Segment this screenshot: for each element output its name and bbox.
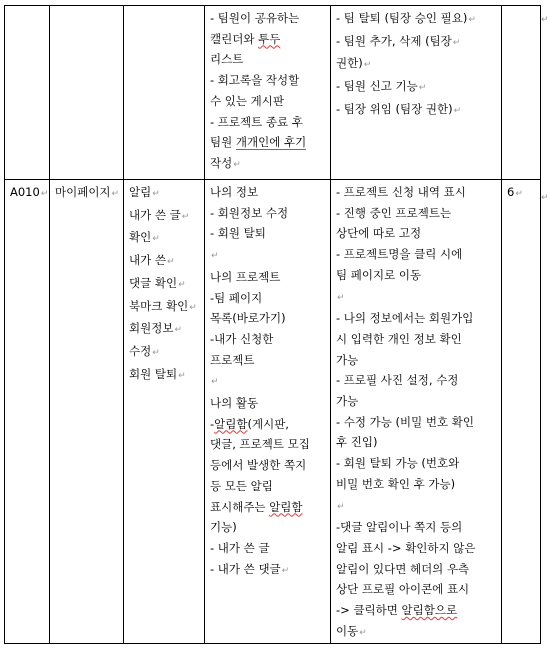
cell-line: 목록(바로가기)	[210, 311, 286, 326]
cell-line: 회원정보↵	[129, 321, 182, 336]
row-end-mark: ↵	[541, 193, 549, 203]
cell-line: 북마크 확인↵	[129, 298, 197, 313]
paragraph-mark: ↵	[211, 377, 219, 388]
paragraph-mark: ↵	[359, 627, 367, 638]
cell-line: 권한)↵	[336, 56, 372, 71]
paragraph-mark: ↵	[178, 279, 186, 290]
cell-line	[210, 244, 326, 267]
cell-line: - 프로필 사진 설정, 수정	[336, 373, 459, 388]
cell-top-col4[interactable]	[205, 6, 331, 180]
cell-line: 등에서 발생한 쪽지	[210, 458, 307, 473]
paragraph-mark: ↵	[178, 370, 186, 381]
row-name: 마이페이지	[55, 185, 111, 199]
cell-line: 후 진입)	[336, 435, 378, 450]
row-end-mark: ↵	[541, 15, 549, 25]
cell-line: -내가 신청한	[210, 331, 274, 346]
paragraph-mark: ↵	[174, 325, 182, 336]
cell-line: 표시해주는 알림함	[210, 499, 303, 514]
cell-line: - 내가 쓴 댓글↵	[210, 561, 290, 576]
cell-priority[interactable]: 6↵	[502, 180, 541, 644]
cell-line	[336, 495, 497, 518]
cell-line: - 팀원이 공유하는	[210, 11, 300, 25]
paragraph-mark: ↵	[337, 501, 345, 512]
table-row	[5, 180, 541, 644]
cell-line: 알림 표시 -> 확인하지 않은	[336, 540, 476, 555]
cell-line: 기능)	[210, 520, 237, 535]
cell-line: - 프로젝트 신청 내역 표시	[336, 185, 466, 199]
cell-name[interactable]: 마이페이지↵	[50, 180, 124, 644]
paragraph-mark: ↵	[363, 60, 372, 71]
paragraph-mark: ↵	[181, 211, 190, 222]
cell-line: 비밀 번호 확인 후 가능)	[336, 476, 456, 491]
cell-line: - 팀장 위임 (팀장 권한)↵	[336, 101, 462, 116]
cell-line: - 프로젝트 종료 후	[210, 114, 303, 129]
cell-line: 확인↵	[129, 230, 160, 245]
cell-name-empty	[50, 6, 124, 180]
cell-line: -댓글 알림이나 쪽지 등의	[336, 520, 463, 535]
cell-line: 수 있는 게시판	[210, 93, 284, 108]
paragraph-mark: ↵	[233, 159, 241, 170]
cell-line: 수정↵	[129, 343, 160, 358]
spec-table	[4, 5, 541, 644]
paragraph-mark: ↵	[211, 251, 219, 262]
cell-line	[210, 370, 326, 393]
cell-line: 내가 쓴 글↵	[129, 207, 190, 222]
cell-line: 알림이 있다면 헤더의 우측	[336, 561, 470, 576]
cell-line: - 팀원 추가, 삭제 (팀장↵	[336, 33, 461, 48]
cell-id-empty	[5, 6, 50, 180]
cell-line: 팀 페이지로 이동	[336, 267, 422, 282]
cell-line: - 팀원 신고 기능↵	[336, 79, 427, 94]
paragraph-mark: ↵	[453, 105, 462, 116]
paragraph-mark: ↵	[152, 347, 160, 358]
cell-line: 등 모든 알림	[210, 478, 273, 493]
paragraph-mark: ↵	[281, 565, 290, 576]
cell-id[interactable]: A010↵	[5, 180, 50, 644]
paragraph-mark: ↵	[452, 37, 461, 48]
cell-line: - 팀 탈퇴 (팀장 승인 필요)↵	[336, 11, 476, 25]
cell-line: - 수정 가능 (비밀 번호 확인	[336, 414, 475, 429]
cell-line: - 회원정보 수정	[210, 205, 289, 220]
cell-line: - 회원 탈퇴 가능 (번호와	[336, 456, 460, 471]
paragraph-mark: ↵	[418, 83, 427, 94]
cell-line	[336, 286, 497, 309]
row-id: A010	[10, 185, 40, 199]
cell-line: - 내가 쓴 글	[210, 540, 270, 555]
cell-line: 프로젝트	[210, 352, 255, 367]
cell-line: 알림↵	[129, 185, 160, 199]
cell-line: 이동↵	[336, 623, 367, 638]
cell-line: 나의 정보	[210, 185, 259, 199]
table-row	[5, 6, 541, 180]
paragraph-mark: ↵	[468, 15, 476, 25]
cell-line: - 회고록을 작성할	[210, 73, 300, 88]
cell-line: -> 클릭하면 알림함으로	[336, 603, 458, 618]
cell-line: 팀원 개개인에 후기	[210, 135, 307, 150]
cell-line: 댓글 확인↵	[129, 275, 186, 290]
cell-line: 리스트	[210, 52, 244, 67]
cell-line: 상단에 따로 고정	[336, 226, 422, 241]
cell-col6-empty	[502, 6, 541, 180]
cell-line: - 진행 중인 프로젝트는	[336, 205, 452, 220]
cell-line: 가능	[336, 352, 359, 367]
row-priority: 6	[507, 185, 515, 199]
paragraph-mark: ↵	[337, 292, 345, 303]
cell-line: 가능	[336, 394, 359, 409]
cell-features[interactable]	[124, 180, 205, 644]
cell-line: - 나의 정보에서는 회원가입	[336, 311, 474, 326]
cell-line: - 회원 탈퇴	[210, 226, 266, 241]
cell-line: 댓글, 프로젝트 모집	[210, 437, 310, 452]
cell-line: 시 입력한 개인 정보 확인	[336, 331, 462, 346]
paragraph-mark: ↵	[189, 302, 197, 313]
cell-line: -팀 페이지	[210, 290, 263, 305]
cell-line: -알림함(게시판,	[210, 416, 289, 431]
cell-line: 상단 프로필 아이콘에 표시	[336, 582, 470, 597]
cell-line: - 프로젝트명을 클릭 시에	[336, 247, 463, 262]
cell-line: 작성↵	[210, 155, 241, 170]
cell-col3-empty	[124, 6, 205, 180]
cell-notes[interactable]	[331, 180, 502, 644]
paragraph-mark: ↵	[166, 257, 175, 268]
cell-line: 나의 프로젝트	[210, 269, 281, 284]
cell-line: 내가 쓴↵	[129, 253, 175, 268]
cell-line: 나의 활동	[210, 396, 259, 411]
cell-line: 회원 탈퇴↵	[129, 366, 186, 381]
cell-details[interactable]	[205, 180, 331, 644]
paragraph-mark: ↵	[152, 234, 160, 245]
paragraph-mark: ↵	[152, 189, 160, 199]
cell-top-col5[interactable]	[331, 6, 502, 180]
cell-line: 캘린더와 투두	[210, 31, 281, 46]
